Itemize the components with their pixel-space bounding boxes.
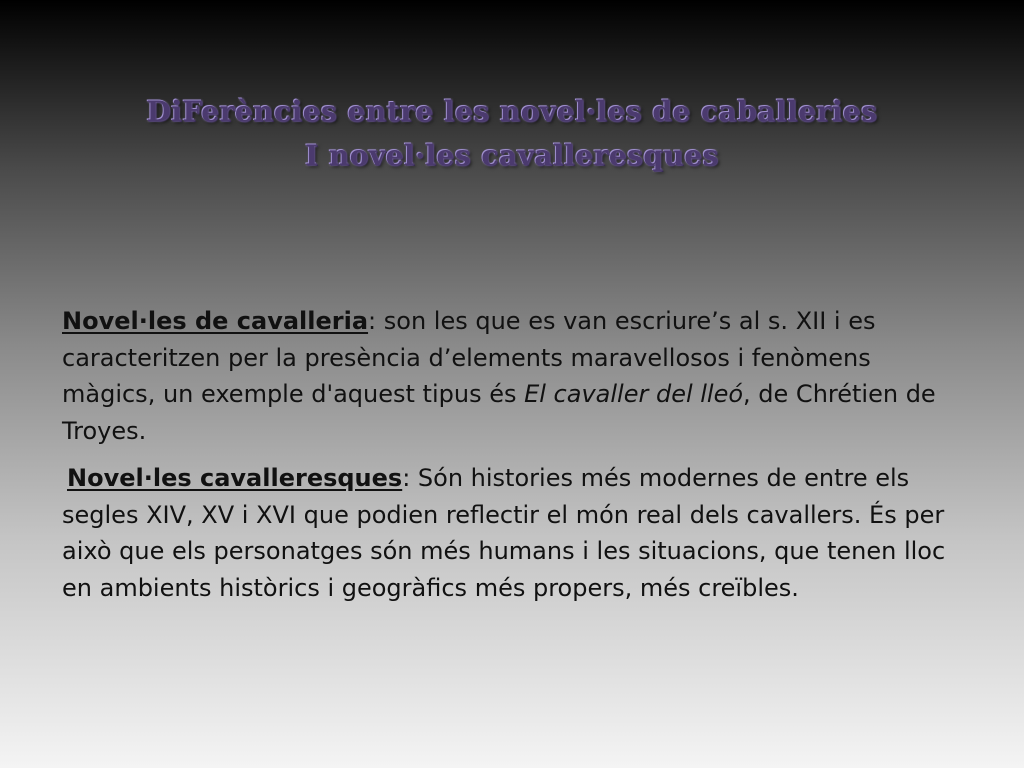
paragraph-2-text: : Són histories més modernes de entre els segles XIV, XV i XVI que podien reflectir el món real dels cavallers. És per això que els personatges són més humans i les situacions, que tenen lloc en ambients històrics i geogràfics més propers, més creïbles. — [62, 464, 946, 602]
paragraph-1-tail: , de Chrétien de Troyes. — [62, 380, 936, 445]
title-line-1: DiFerències entre les novel·les de caballeries — [146, 95, 878, 128]
slide-body — [62, 303, 962, 606]
book-title-el-cavaller-del-lleo: El cavaller del lleó — [524, 380, 744, 408]
term-novel-les-de-cavalleria: Novel·les de cavalleria — [62, 307, 369, 335]
title-line-2: I novel·les cavalleresques — [305, 139, 719, 172]
paragraph-chivalric-novels — [62, 460, 962, 606]
slide-title — [40, 90, 984, 178]
paragraph-1-text: : son les que es van escriure’s al s. XII i es caracteritzen per la presència d’elements maravellosos i fenòmens màgics, un exemple d'aquest tipus és — [62, 307, 876, 408]
term-novel-les-cavalleresques: Novel·les cavalleresques — [67, 464, 403, 492]
paragraph-novels-of-chivalry — [62, 303, 962, 449]
